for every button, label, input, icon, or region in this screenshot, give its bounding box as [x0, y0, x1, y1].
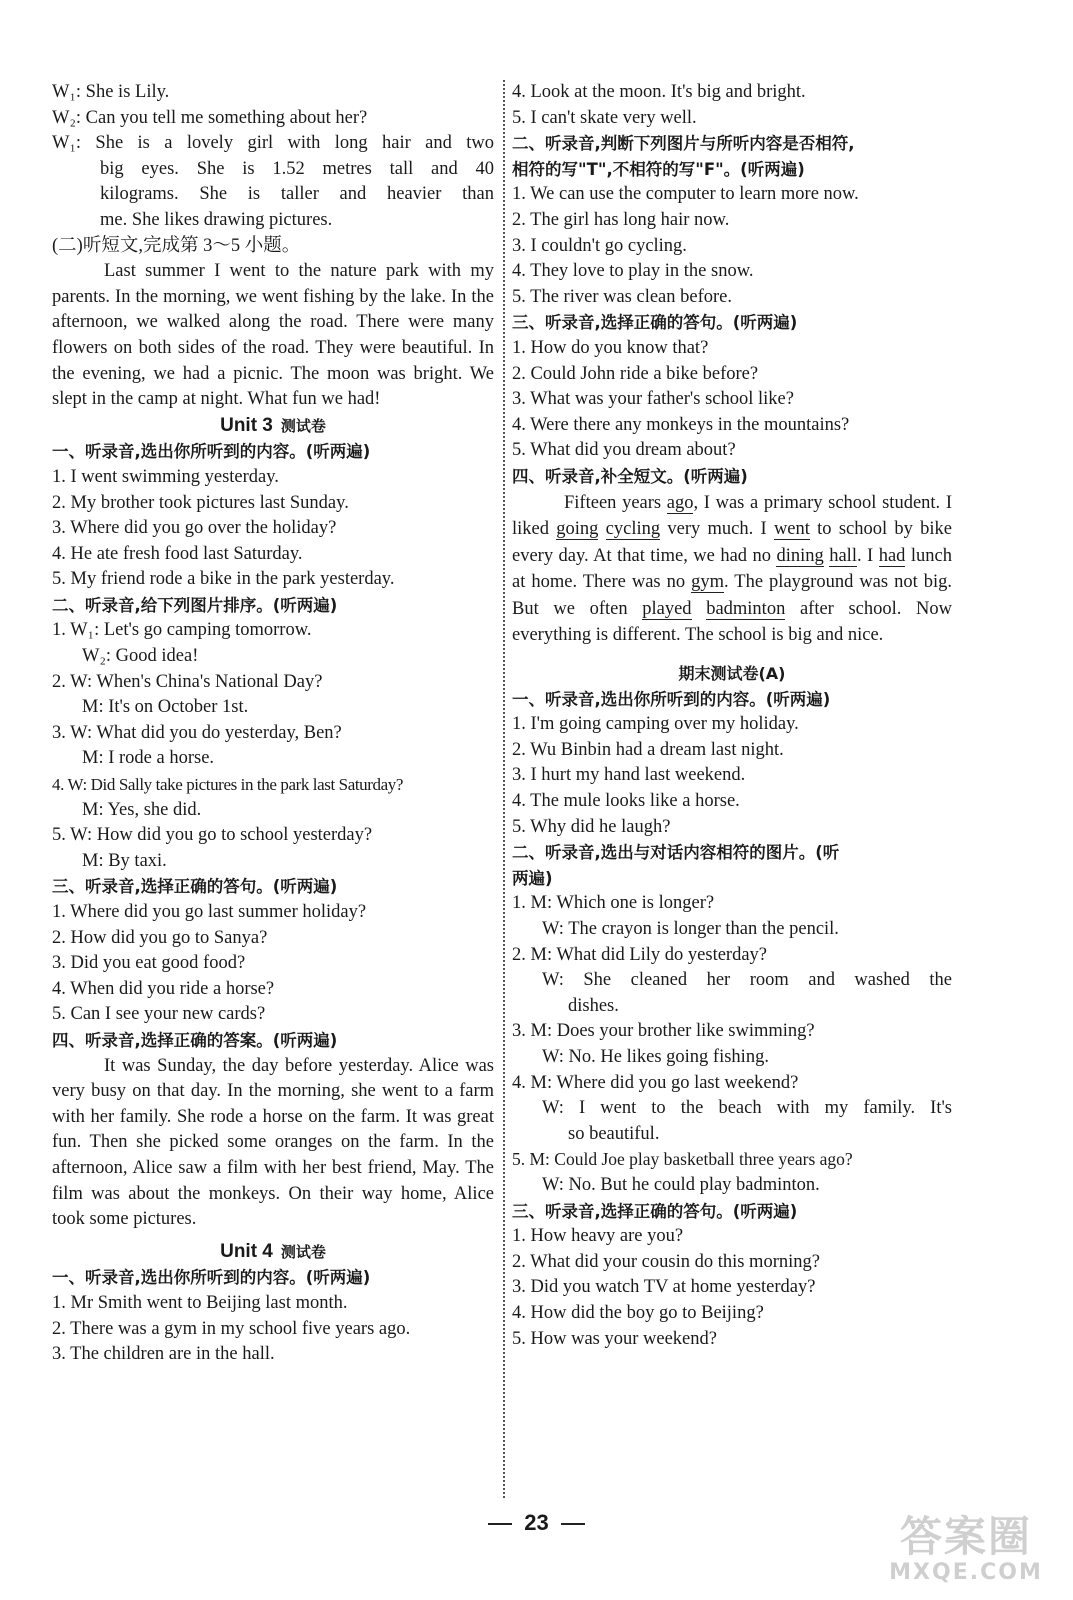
list-item: 2. How did you go to Sanya?: [52, 927, 268, 948]
cloze-passage: [512, 490, 952, 650]
dialogue-line: M: By taxi.: [82, 850, 167, 871]
list-item: 5. Can I see your new cards?: [52, 1004, 266, 1025]
filled-answer: dining: [776, 545, 824, 566]
list-item: 4. The mule looks like a horse.: [512, 791, 740, 812]
section-heading: 二、听录音,选出与对话内容相符的图片。(听: [512, 843, 840, 863]
dialogue-line: M: It's on October 1st.: [82, 697, 249, 718]
unit3-title: [52, 413, 494, 440]
filled-answer: going: [556, 519, 599, 540]
list-item: 3. The children are in the hall.: [52, 1344, 275, 1365]
filled-answer: went: [773, 519, 810, 540]
section-heading: 三、听录音,选择正确的答句。(听两遍): [512, 313, 798, 333]
list-item: 2. Wu Binbin had a dream last night.: [512, 739, 784, 760]
dialogue-line: 2. M: What did Lily do yesterday?: [512, 944, 768, 965]
section-heading: 一、听录音,选出你所听到的内容。(听两遍): [52, 442, 371, 462]
left-column: [52, 80, 494, 1368]
passage-text: Fifteen years: [564, 492, 667, 513]
column-divider: [503, 80, 505, 1498]
list-item: 1. How heavy are you?: [512, 1226, 684, 1247]
passage-text: [598, 519, 605, 539]
section-heading: 四、听录音,选择正确的答案。(听两遍): [52, 1030, 338, 1050]
dialogue-line: big eyes. She is 1.52 metres tall and 40: [100, 158, 494, 179]
list-item: 1. I'm going camping over my holiday.: [512, 714, 799, 735]
dialogue-line: 3. M: Does your brother like swimming?: [512, 1021, 815, 1042]
section-heading: 三、听录音,选择正确的答句。(听两遍): [52, 877, 338, 897]
passage-text: very much. I: [660, 519, 774, 540]
list-item: 3. What was your father's school like?: [512, 389, 794, 410]
site-watermark: [881, 1514, 1051, 1592]
dialogue-line: 1. M: Which one is longer?: [512, 893, 715, 914]
page-number-dash: [488, 1523, 512, 1525]
list-item: 5. What did you dream about?: [512, 440, 736, 461]
list-item: 5. The river was clean before.: [512, 286, 733, 307]
page-number-dash: [561, 1523, 585, 1525]
sub-heading: (二)听短文,完成第 3～5 小题。: [52, 235, 301, 256]
filled-answer: badminton: [706, 598, 786, 619]
list-item: 4. They love to play in the snow.: [512, 261, 754, 282]
dialogue-line: M: I rode a horse.: [82, 748, 215, 769]
dialogue-line: 4. M: Where did you go last weekend?: [512, 1072, 799, 1093]
dialogue-line: W: I went to the beach with my family. It's: [542, 1098, 952, 1119]
passage-text: to school by bike every day. At that time, we had no: [512, 519, 952, 566]
dialogue-line: 5. M: Could Joe play basketball three years ago?: [512, 1149, 853, 1170]
dialogue-line: W₁: She is a lovely girl with long hair and two: [52, 133, 494, 154]
unit3-label: Unit 3: [220, 414, 273, 436]
unit3-label-cn: 测试卷: [280, 416, 326, 435]
passage-text: after school. Now everything is different. The school is big and nice.: [512, 598, 953, 646]
list-item: 3. I hurt my hand last weekend.: [512, 765, 746, 786]
final-exam-title: 期末测试卷(A): [678, 664, 786, 684]
list-item: 5. How was your weekend?: [512, 1328, 717, 1349]
dialogue-line: dishes.: [568, 995, 619, 1016]
dialogue-line: kilograms. She is taller and heavier than: [100, 184, 494, 205]
section-heading: 四、听录音,补全短文。(听两遍): [512, 466, 748, 486]
dialogue-line: 5. W: How did you go to school yesterday?: [52, 825, 373, 846]
unit4-label: Unit 4: [220, 1240, 273, 1262]
list-item: 2. What did your cousin do this morning?: [512, 1251, 820, 1272]
dialogue-line: so beautiful.: [568, 1123, 660, 1144]
list-item: 1. Where did you go last summer holiday?: [52, 902, 367, 922]
watermark-url: MXQE.COM: [889, 1560, 1043, 1585]
list-item: 3. Did you eat good food?: [52, 953, 246, 974]
list-item: 4. He ate fresh food last Saturday.: [52, 543, 303, 564]
list-item: 5. My friend rode a bike in the park yesterday.: [52, 569, 395, 590]
list-item: 4. When did you ride a horse?: [52, 978, 275, 999]
section-heading: 一、听录音,选出你所听到的内容。(听两遍): [52, 1268, 371, 1288]
dialogue-line: W: She cleaned her room and washed the: [542, 970, 952, 991]
section-heading: 二、听录音,给下列图片排序。(听两遍): [52, 595, 338, 615]
list-item: 2. Could John ride a bike before?: [512, 363, 759, 384]
passage-text: . The playground was not big. But we often: [512, 572, 952, 619]
passage-text: lunch at home. There was no: [512, 545, 952, 593]
page-number-value: 23: [524, 1510, 549, 1535]
list-item: 3. I couldn't go cycling.: [512, 235, 687, 256]
section-heading: 相符的写"T",不相符的写"F"。(听两遍): [512, 159, 805, 179]
unit4-title: [52, 1239, 494, 1266]
list-item: 2. The girl has long hair now.: [512, 209, 730, 230]
dialogue-line: 2. W: When's China's National Day?: [52, 671, 323, 692]
dialogue-line: M: Yes, she did.: [82, 799, 202, 820]
list-item: 5. Why did he laugh?: [512, 816, 671, 837]
list-item: 3. Where did you go over the holiday?: [52, 518, 337, 539]
dialogue-line: me. She likes drawing pictures.: [100, 209, 333, 230]
list-item: 2. My brother took pictures last Sunday.: [52, 492, 349, 513]
list-item: 4. Look at the moon. It's big and bright.: [512, 82, 806, 102]
right-column: [512, 80, 952, 1352]
filled-answer: cycling: [605, 519, 661, 540]
section-heading: 两遍): [512, 868, 553, 888]
dialogue-line: W: No. He likes going fishing.: [542, 1046, 769, 1067]
dialogue-line: 4. W: Did Sally take pictures in the park last Saturday?: [52, 775, 404, 795]
filled-answer: had: [878, 545, 906, 566]
dialogue-line: W₂: Good idea!: [82, 646, 199, 667]
passage-text: , I was a primary school student. I liked: [512, 492, 952, 540]
filled-answer: ago: [666, 492, 694, 513]
dialogue-line: 1. W₁: Let's go camping tomorrow.: [52, 620, 312, 641]
dialogue-line: W₂: Can you tell me something about her?: [52, 107, 368, 128]
list-item: 5. I can't skate very well.: [512, 107, 697, 128]
filled-answer: gym: [691, 572, 725, 593]
dialogue-line: W: The crayon is longer than the pencil.: [542, 919, 839, 939]
filled-answer: played: [642, 598, 692, 619]
list-item: 1. Mr Smith went to Beijing last month.: [52, 1292, 348, 1313]
passage: It was Sunday, the day before yesterday. Alice was very busy on that day. In the morning, she went to a farm with her family. She rode a horse on the farm. It was great fun. Then she picked some oranges on the farm. In the afternoon, Alice saw a film with her best friend, May. The film was about the monkeys. On their way home, Alice took some pictures.: [52, 1055, 494, 1230]
section-heading: 二、听录音,判断下列图片与所听内容是否相符,: [512, 134, 855, 154]
unit4-label-cn: 测试卷: [280, 1242, 326, 1261]
dialogue-line: W₁: She is Lily.: [52, 82, 170, 102]
passage-text: [692, 599, 707, 619]
list-item: 1. We can use the computer to learn more now.: [512, 184, 859, 205]
watermark-logo-text: 答案圈: [899, 1512, 1032, 1561]
dialogue-line: W: No. But he could play badminton.: [542, 1174, 820, 1195]
list-item: 4. Were there any monkeys in the mountains?: [512, 414, 850, 435]
filled-answer: hall: [829, 545, 857, 566]
section-heading: 一、听录音,选出你所听到的内容。(听两遍): [512, 689, 831, 709]
list-item: 1. I went swimming yesterday.: [52, 466, 279, 487]
dialogue-line: 3. W: What did you do yesterday, Ben?: [52, 722, 342, 743]
list-item: 2. There was a gym in my school five years ago.: [52, 1318, 411, 1339]
list-item: 3. Did you watch TV at home yesterday?: [512, 1277, 816, 1298]
passage-text: . I: [856, 545, 879, 566]
list-item: 1. How do you know that?: [512, 337, 709, 358]
list-item: 4. How did the boy go to Beijing?: [512, 1302, 764, 1323]
section-heading: 三、听录音,选择正确的答句。(听两遍): [512, 1201, 798, 1221]
passage: Last summer I went to the nature park with my parents. In the morning, we went fishing by the lake. In the afternoon, we walked along the road. There were many flowers on both sides of the road. They were beautiful. In the evening, we had a picnic. The moon was bright. We slept in the camp at night. What fun we had!: [52, 261, 494, 410]
